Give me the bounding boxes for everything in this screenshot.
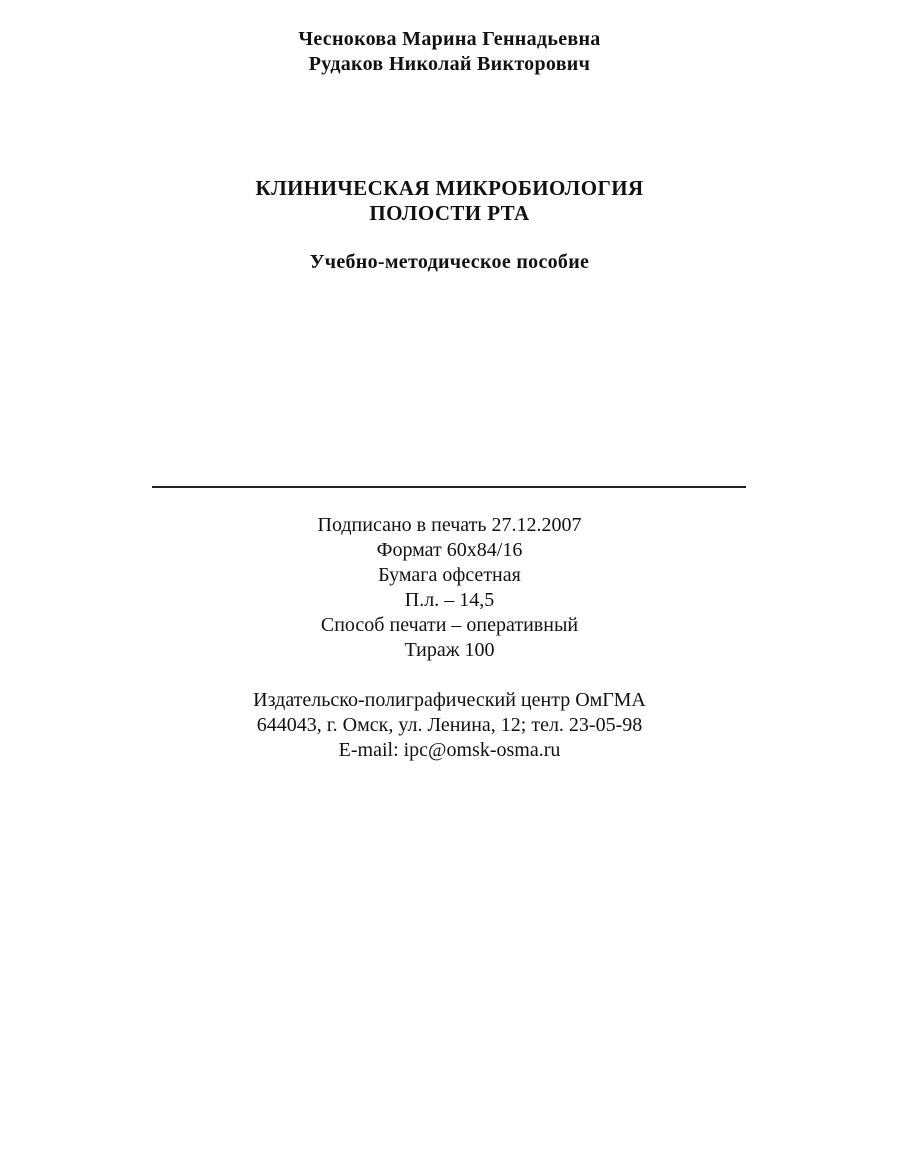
- subtitle: Учебно-методическое пособие: [309, 251, 590, 273]
- title-line-2: ПОЛОСТИ РТА: [369, 201, 530, 225]
- imprint-signed: Подписано в печать 27.12.2007: [317, 514, 582, 536]
- publisher-address: 644043, г. Омск, ул. Ленина, 12; тел. 23-05-98: [256, 714, 643, 736]
- title-line-1: КЛИНИЧЕСКАЯ МИКРОБИОЛОГИЯ: [255, 176, 644, 200]
- imprint-paper: Бумага офсетная: [378, 564, 521, 586]
- author-1: Чеснокова Марина Геннадьевна: [298, 28, 601, 50]
- publisher-email: E-mail: ipc@omsk-osma.ru: [338, 739, 561, 761]
- author-2: Рудаков Николай Викторович: [308, 53, 591, 75]
- imprint-print-method: Способ печати – оперативный: [320, 614, 579, 636]
- imprint-format: Формат 60х84/16: [376, 539, 523, 561]
- imprint-sheets: П.л. – 14,5: [404, 589, 495, 611]
- horizontal-divider: [152, 486, 746, 488]
- publisher-name: Издательско-полиграфический центр ОмГМА: [253, 689, 646, 711]
- imprint-run: Тираж 100: [404, 639, 495, 661]
